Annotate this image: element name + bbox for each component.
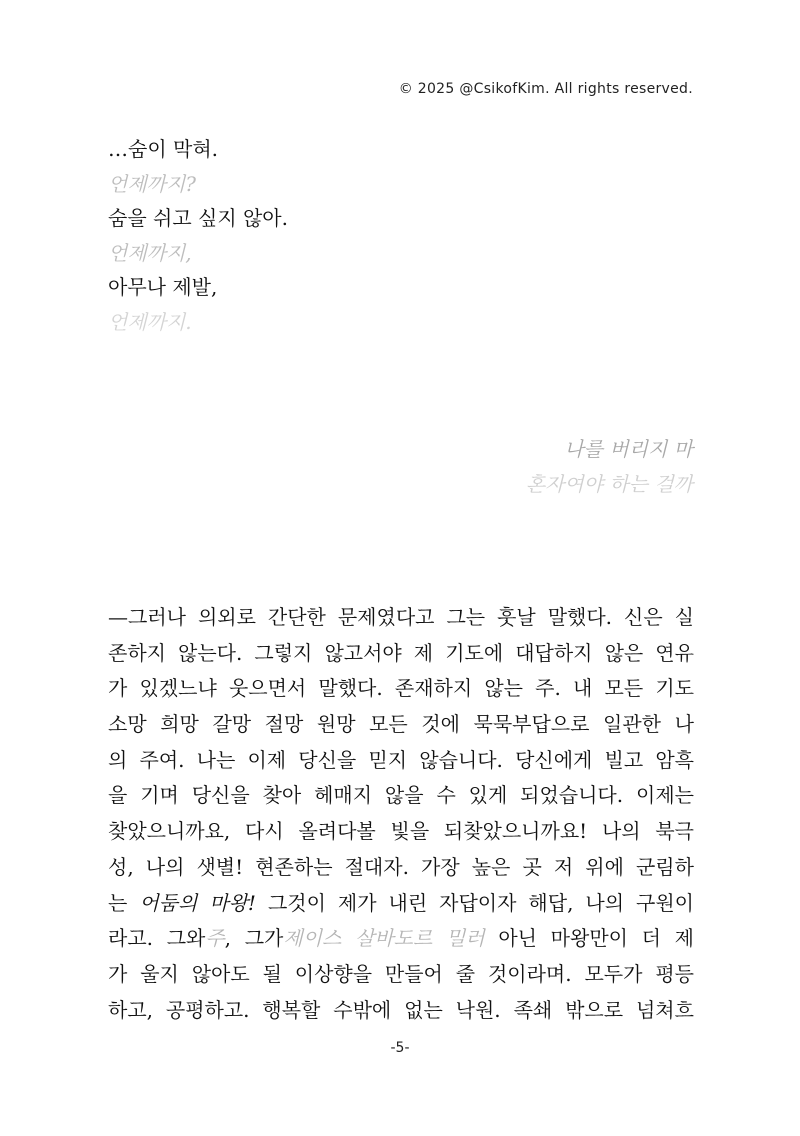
right-aligned-verse	[526, 432, 693, 501]
prose-word: 낙원.	[455, 997, 501, 1022]
prose-word: 있게	[468, 783, 508, 808]
poem-echo-line: 언제까지,	[108, 240, 192, 265]
prose-word: 빛을	[390, 819, 430, 844]
prose-word: 현존하는	[255, 854, 333, 879]
prose-word: 제	[413, 640, 434, 665]
prose-word: 될	[262, 961, 282, 986]
prose-word: 나는	[196, 747, 236, 772]
prose-word: 연유	[655, 640, 694, 665]
prose-text: 라고. 그와	[108, 926, 206, 951]
prose-word: 말했다.	[547, 605, 613, 629]
prose-word: 그는	[446, 605, 486, 629]
prose-word: 북극	[655, 819, 694, 844]
prose-word: 기며	[140, 783, 179, 808]
prose-word: 것이라며.	[487, 961, 572, 986]
prose-word: 실	[674, 605, 694, 629]
prose-word: 위에	[585, 854, 624, 879]
prose-word: 기도에	[445, 640, 504, 665]
prose-word: 원망	[316, 712, 356, 737]
prose-word: 이제는	[636, 783, 694, 808]
prose-word: 올려다볼	[298, 819, 376, 844]
prose-text: 이 제가 내린 자답이자 해답, 나의 구원이	[306, 890, 695, 915]
prose-word: 일관한	[603, 712, 661, 737]
prose-word: 평등	[655, 961, 694, 986]
prose-word: 당신을	[298, 747, 357, 772]
prose-word: 헤매지	[314, 783, 373, 808]
prose-word: 않는	[484, 676, 523, 701]
prose-word: 모든	[604, 676, 644, 701]
prose-word: 이상향을	[294, 961, 373, 986]
prose-word: 웃으면서	[228, 676, 307, 701]
prose-word: 않을	[384, 783, 424, 808]
prose-word: 만들어	[384, 961, 443, 986]
prose-word: 모두가	[584, 961, 643, 986]
prose-word: 찾았으니까요,	[108, 819, 231, 844]
prose-word: 저	[553, 854, 574, 879]
prose-line	[108, 886, 694, 922]
prose-word: 신은	[624, 605, 663, 629]
prose-word: 샛별!	[196, 854, 244, 879]
prose-word: 않습니다.	[419, 747, 503, 772]
prose-word: 문제였다고	[337, 605, 435, 629]
prose-word: 성,	[108, 854, 134, 879]
prose-word: 빌고	[604, 747, 644, 772]
prose-word: 나	[674, 712, 694, 737]
poem-echo-line: 언제까지.	[108, 309, 192, 334]
prose-word: 그렇지	[254, 640, 313, 665]
prose-word: 묵묵부답으로	[473, 712, 590, 737]
prose-line	[108, 778, 694, 814]
prose-word: 공평하고.	[165, 997, 250, 1022]
prose-word: 가장	[421, 854, 460, 879]
prose-word: 의	[108, 747, 128, 772]
prose-word: 나의	[601, 819, 641, 844]
prose-word: 울지	[140, 961, 179, 986]
prose-word: 소망	[108, 712, 147, 737]
prose-word: 주.	[535, 676, 561, 701]
prose-word: 훗날	[497, 605, 536, 629]
prose-word: 절대자.	[344, 854, 409, 879]
prose-word: 찾아	[262, 783, 302, 808]
prose-word: 존하지	[108, 640, 166, 665]
prose-word: 줄	[455, 961, 476, 986]
prose-line	[108, 707, 694, 743]
copyright-notice: © 2025 @CsikofKim. All rights reserved.	[398, 81, 693, 97]
prose-word: 않아도	[191, 961, 250, 986]
prose-word: 않은	[604, 640, 644, 665]
prose-word: 군림하	[635, 854, 694, 879]
prose-word: 가	[108, 676, 128, 701]
prose-word: 수	[436, 783, 456, 808]
prose-word: 없는	[404, 997, 443, 1022]
prose-word: 있겠느냐	[139, 676, 217, 701]
prose-word: 내	[573, 676, 593, 701]
page-number: -5-	[390, 1040, 410, 1056]
prose-paragraph	[108, 600, 694, 1028]
verse-line: 혼자여야 하는 걸까	[525, 471, 693, 496]
prose-word: 이제	[247, 747, 287, 772]
prose-word: 간단한	[267, 605, 326, 629]
prose-word: 되었습니다.	[520, 783, 624, 808]
prose-text: , 그가	[224, 926, 284, 951]
prose-word: 넘쳐흐	[635, 997, 694, 1022]
prose-word: 모든	[369, 712, 408, 737]
prose-line	[108, 636, 694, 672]
prose-word: 수밖에	[333, 997, 392, 1022]
prose-word: 되찾았으니까요!	[443, 819, 588, 844]
poem-block	[108, 132, 288, 339]
verse-line: 나를 버리지 마	[564, 437, 693, 461]
prose-word: 밖으로	[565, 997, 624, 1022]
prose-text: 아닌 마왕만이 더 제	[484, 926, 694, 951]
prose-line	[108, 814, 694, 850]
prose-word: 대답하지	[515, 640, 593, 665]
prose-word: 갈망	[212, 712, 252, 737]
prose-word: 족쇄	[513, 997, 553, 1022]
prose-word: 높은	[471, 854, 511, 879]
prose-word: 다시	[245, 819, 284, 844]
prose-word: 않고서야	[324, 640, 402, 665]
prose-word: 곳	[522, 854, 542, 879]
prose-word: 주여.	[139, 747, 185, 772]
prose-word: 않는다.	[178, 640, 243, 665]
prose-word: 말했다.	[318, 676, 383, 701]
prose-line	[108, 957, 694, 993]
prose-line	[108, 921, 694, 957]
prose-word: —그러나	[108, 605, 186, 629]
prose-word: 의외로	[197, 605, 256, 629]
prose-line	[108, 743, 694, 779]
prose-word: 하고,	[108, 997, 153, 1022]
prose-line	[108, 993, 694, 1029]
prose-word: 것에	[421, 712, 460, 737]
prose-word: 나의	[145, 854, 185, 879]
prose-text: 는	[108, 890, 140, 915]
prose-word: 존재하지	[394, 676, 473, 701]
prose-word: 을	[108, 783, 128, 808]
prose-line	[108, 600, 694, 636]
prose-word: 당신에게	[515, 747, 593, 772]
prose-word: 기도	[655, 676, 694, 701]
faded-word: 주	[205, 926, 225, 951]
poem-line: 숨을 쉬고 싶지 않아.	[108, 206, 288, 230]
poem-line: …숨이 막혀.	[108, 137, 218, 161]
prose-line	[108, 671, 694, 707]
prose-word: 행복할	[262, 997, 321, 1022]
prose-word: 절망	[264, 712, 304, 737]
prose-text: 그것	[255, 890, 307, 915]
poem-echo-line: 언제까지?	[108, 171, 197, 196]
prose-word: 암흑	[655, 747, 694, 772]
prose-word: 가	[108, 961, 128, 986]
poem-line: 아무나 제발,	[108, 275, 218, 299]
prose-line	[108, 850, 694, 886]
faded-name: 제이스 살바도르 밀러	[283, 926, 485, 951]
italic-phrase: 어둠의 마왕!	[139, 890, 256, 915]
prose-word: 믿지	[368, 747, 408, 772]
prose-word: 당신을	[191, 783, 250, 808]
prose-word: 희망	[160, 712, 199, 737]
